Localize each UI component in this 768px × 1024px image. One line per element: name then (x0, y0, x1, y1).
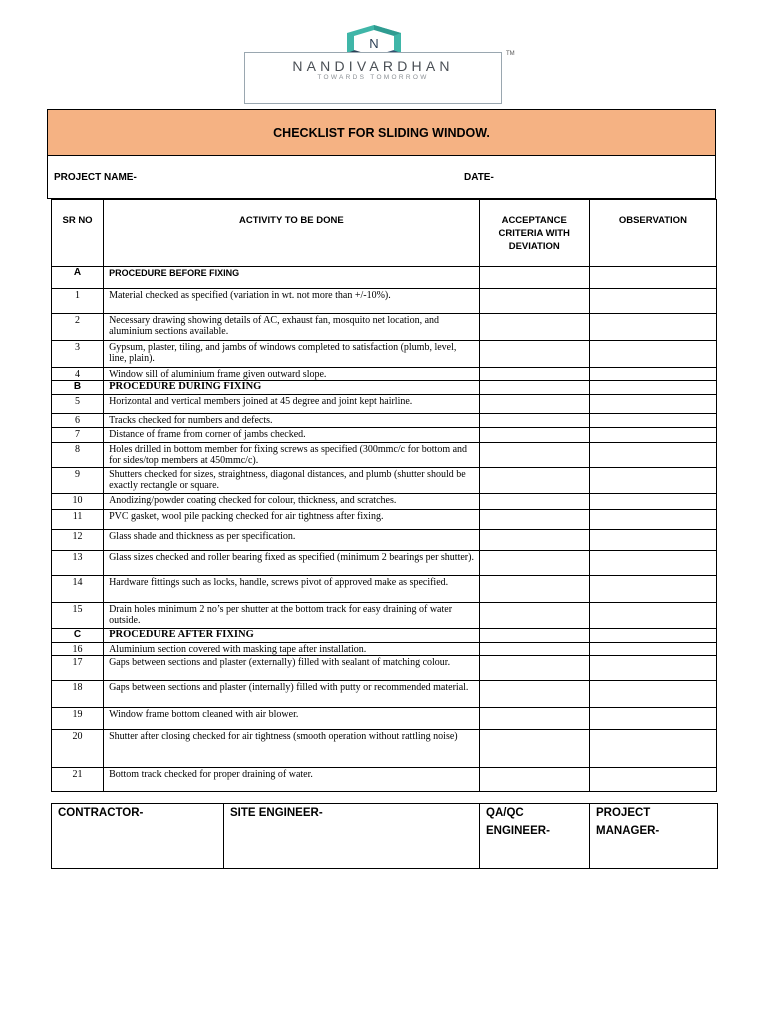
acceptance-cell[interactable] (479, 643, 589, 656)
row-sr-no: 3 (52, 341, 104, 368)
observation-cell[interactable] (589, 708, 716, 730)
acceptance-cell[interactable] (479, 314, 589, 341)
checklist-title: CHECKLIST FOR SLIDING WINDOW. (48, 110, 715, 156)
date-label: DATE- (464, 172, 494, 183)
table-row (52, 428, 717, 443)
observation-cell[interactable] (589, 289, 716, 314)
table-row (52, 681, 717, 708)
observation-cell[interactable] (589, 267, 716, 289)
row-activity: Glass shade and thickness as per specification. (104, 530, 480, 551)
table-row (52, 395, 717, 414)
row-activity: Gaps between sections and plaster (internally) filled with putty or recommended material. (104, 681, 480, 708)
row-activity: PVC gasket, wool pile packing checked for air tightness after fixing. (104, 510, 480, 530)
acceptance-cell[interactable] (479, 468, 589, 494)
column-header-observation: OBSERVATION (589, 200, 716, 267)
row-sr-no: A (52, 267, 104, 289)
row-activity: Bottom track checked for proper draining of water. (104, 768, 480, 792)
observation-cell[interactable] (589, 681, 716, 708)
observation-cell[interactable] (589, 510, 716, 530)
acceptance-cell[interactable] (479, 494, 589, 510)
acceptance-cell[interactable] (479, 530, 589, 551)
row-sr-no: 10 (52, 494, 104, 510)
row-activity: Shutter after closing checked for air tightness (smooth operation without rattling noise) (104, 730, 480, 768)
observation-cell[interactable] (589, 341, 716, 368)
checklist-header (47, 109, 716, 199)
observation-cell[interactable] (589, 395, 716, 414)
row-sr-no: 20 (52, 730, 104, 768)
observation-cell[interactable] (589, 381, 716, 395)
section-heading: PROCEDURE BEFORE FIXING (104, 267, 480, 289)
row-activity: Shutters checked for sizes, straightness, diagonal distances, and plumb (shutter should be exactly rectangle or square. (104, 468, 480, 494)
row-sr-no: 11 (52, 510, 104, 530)
column-header-activity: ACTIVITY TO BE DONE (104, 200, 480, 267)
row-sr-no: 8 (52, 443, 104, 468)
table-row (52, 768, 717, 792)
project-manager-signature-field[interactable]: PROJECT MANAGER- (590, 804, 718, 869)
logo-company-name: NANDIVARDHAN (292, 58, 454, 74)
row-sr-no: B (52, 381, 104, 395)
acceptance-cell[interactable] (479, 708, 589, 730)
section-row (52, 629, 717, 643)
table-row (52, 551, 717, 576)
row-activity: Material checked as specified (variation in wt. not more than +/-10%). (104, 289, 480, 314)
row-activity: Anodizing/powder coating checked for colour, thickness, and scratches. (104, 494, 480, 510)
table-header-row (52, 200, 717, 267)
row-sr-no: 17 (52, 656, 104, 681)
acceptance-cell[interactable] (479, 414, 589, 428)
row-sr-no: 1 (52, 289, 104, 314)
row-sr-no: 12 (52, 530, 104, 551)
row-activity: Horizontal and vertical members joined at 45 degree and joint kept hairline. (104, 395, 480, 414)
observation-cell[interactable] (589, 314, 716, 341)
row-sr-no: C (52, 629, 104, 643)
row-sr-no: 15 (52, 603, 104, 629)
acceptance-cell[interactable] (479, 603, 589, 629)
row-sr-no: 14 (52, 576, 104, 603)
checklist-table (51, 199, 717, 792)
row-sr-no: 4 (52, 368, 104, 381)
observation-cell[interactable] (589, 443, 716, 468)
row-sr-no: 9 (52, 468, 104, 494)
signature-table (51, 803, 718, 869)
row-sr-no: 19 (52, 708, 104, 730)
observation-cell[interactable] (589, 576, 716, 603)
observation-cell[interactable] (589, 428, 716, 443)
row-activity: Hardware fittings such as locks, handle, screws pivot of approved make as specified. (104, 576, 480, 603)
acceptance-cell[interactable] (479, 681, 589, 708)
table-row (52, 494, 717, 510)
site-engineer-signature-field[interactable]: SITE ENGINEER- (224, 804, 480, 869)
row-sr-no: 7 (52, 428, 104, 443)
table-row (52, 414, 717, 428)
project-name-label: PROJECT NAME- (54, 172, 137, 183)
row-sr-no: 18 (52, 681, 104, 708)
row-activity: Holes drilled in bottom member for fixing screws as specified (300mmc/c for bottom and for sides/top members at 450mmc/c). (104, 443, 480, 468)
trademark-symbol: TM (506, 51, 515, 57)
section-heading: PROCEDURE DURING FIXING (104, 381, 480, 395)
observation-cell[interactable] (589, 643, 716, 656)
acceptance-cell[interactable] (479, 510, 589, 530)
acceptance-cell[interactable] (479, 576, 589, 603)
acceptance-cell[interactable] (479, 730, 589, 768)
column-header-acceptance: ACCEPTANCE CRITERIA WITH DEVIATION (479, 200, 589, 267)
table-row (52, 643, 717, 656)
observation-cell[interactable] (589, 629, 716, 643)
row-activity: Gypsum, plaster, tiling, and jambs of windows completed to satisfaction (plumb, level, line, plain). (104, 341, 480, 368)
observation-cell[interactable] (589, 368, 716, 381)
row-sr-no: 16 (52, 643, 104, 656)
table-row (52, 468, 717, 494)
table-row (52, 510, 717, 530)
acceptance-cell[interactable] (479, 428, 589, 443)
acceptance-cell[interactable] (479, 289, 589, 314)
row-sr-no: 5 (52, 395, 104, 414)
row-sr-no: 6 (52, 414, 104, 428)
table-row (52, 341, 717, 368)
acceptance-cell[interactable] (479, 381, 589, 395)
row-activity: Window frame bottom cleaned with air blower. (104, 708, 480, 730)
table-row (52, 708, 717, 730)
row-sr-no: 2 (52, 314, 104, 341)
logo-monogram: N (369, 36, 379, 51)
acceptance-cell[interactable] (479, 551, 589, 576)
observation-cell[interactable] (589, 730, 716, 768)
acceptance-cell[interactable] (479, 368, 589, 381)
contractor-signature-field[interactable]: CONTRACTOR- (52, 804, 224, 869)
table-row (52, 576, 717, 603)
observation-cell[interactable] (589, 414, 716, 428)
observation-cell[interactable] (589, 768, 716, 792)
observation-cell[interactable] (589, 530, 716, 551)
observation-cell[interactable] (589, 603, 716, 629)
row-activity: Gaps between sections and plaster (externally) filled with sealant of matching colour. (104, 656, 480, 681)
acceptance-cell[interactable] (479, 629, 589, 643)
row-sr-no: 13 (52, 551, 104, 576)
acceptance-cell[interactable] (479, 656, 589, 681)
company-logo (244, 24, 522, 86)
table-row (52, 289, 717, 314)
table-row (52, 730, 717, 768)
observation-cell[interactable] (589, 468, 716, 494)
table-row (52, 368, 717, 381)
qa-qc-engineer-signature-field[interactable]: QA/QC ENGINEER- (480, 804, 590, 869)
acceptance-cell[interactable] (479, 768, 589, 792)
column-header-sr-no: SR NO (52, 200, 104, 267)
logo-tagline: TOWARDS TOMORROW (317, 74, 429, 81)
row-activity: Window sill of aluminium frame given outward slope. (104, 368, 480, 381)
row-activity: Necessary drawing showing details of AC, exhaust fan, mosquito net location, and aluminium sections available. (104, 314, 480, 341)
row-activity: Drain holes minimum 2 no’s per shutter at the bottom track for easy draining of water outside. (104, 603, 480, 629)
row-sr-no: 21 (52, 768, 104, 792)
section-row (52, 381, 717, 395)
table-row (52, 530, 717, 551)
acceptance-cell[interactable] (479, 395, 589, 414)
row-activity: Aluminium section covered with masking tape after installation. (104, 643, 480, 656)
observation-cell[interactable] (589, 494, 716, 510)
table-row (52, 656, 717, 681)
table-row (52, 443, 717, 468)
row-activity: Glass sizes checked and roller bearing fixed as specified (minimum 2 bearings per shutter). (104, 551, 480, 576)
signature-row (52, 804, 718, 869)
section-row (52, 267, 717, 289)
table-row (52, 314, 717, 341)
table-row (52, 603, 717, 629)
observation-cell[interactable] (589, 551, 716, 576)
section-heading: PROCEDURE AFTER FIXING (104, 629, 480, 643)
observation-cell[interactable] (589, 656, 716, 681)
row-activity: Tracks checked for numbers and defects. (104, 414, 480, 428)
acceptance-cell[interactable] (479, 341, 589, 368)
row-activity: Distance of frame from corner of jambs checked. (104, 428, 480, 443)
acceptance-cell[interactable] (479, 267, 589, 289)
acceptance-cell[interactable] (479, 443, 589, 468)
